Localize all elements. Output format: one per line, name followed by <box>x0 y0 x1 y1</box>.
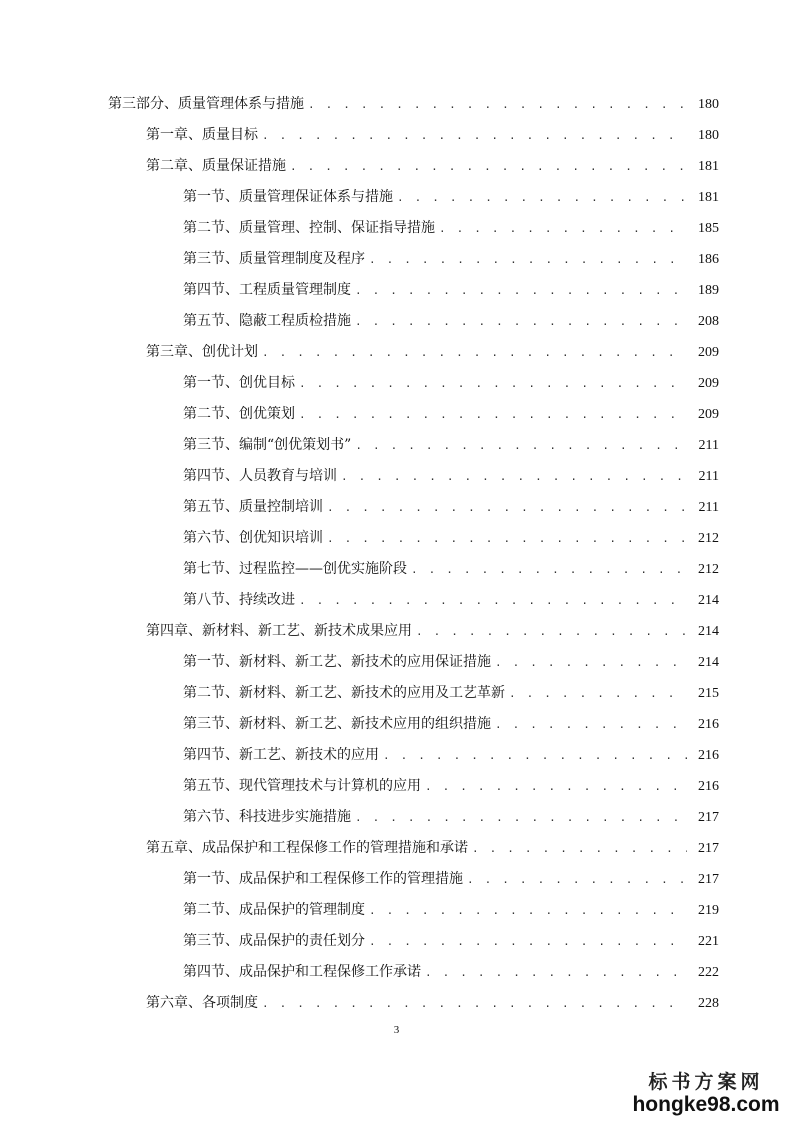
toc-entry-page: 181 <box>698 159 719 174</box>
toc-leader-dots <box>467 864 687 895</box>
toc-entry-title: 第二节、创优策划 <box>183 406 295 422</box>
table-of-contents <box>0 89 793 1019</box>
toc-entry[interactable] <box>146 151 719 182</box>
toc-entry-title: 第五节、隐蔽工程质检措施 <box>183 313 351 329</box>
toc-entry-title: 第一节、新材料、新工艺、新技术的应用保证措施 <box>183 654 491 670</box>
toc-entry[interactable] <box>146 833 719 864</box>
toc-leader-dots <box>411 554 687 585</box>
toc-entry-page: 212 <box>698 531 719 546</box>
toc-entry-page: 211 <box>698 469 719 484</box>
toc-entry-title: 第三节、编制“创优策划书” <box>183 437 352 453</box>
toc-leader-dots <box>439 213 687 244</box>
toc-entry-title: 第一节、成品保护和工程保修工作的管理措施 <box>183 871 463 887</box>
toc-leader-dots <box>369 244 687 275</box>
toc-entry[interactable] <box>183 213 719 244</box>
toc-entry-title: 第八节、持续改进 <box>183 592 295 608</box>
toc-entry-page: 180 <box>698 97 719 112</box>
toc-entry[interactable] <box>183 802 719 833</box>
toc-entry-title: 第六节、科技进步实施措施 <box>183 809 351 825</box>
toc-leader-dots <box>299 399 687 430</box>
toc-entry-page: 216 <box>698 717 719 732</box>
toc-leader-dots <box>262 337 687 368</box>
toc-entry[interactable] <box>183 461 719 492</box>
toc-leader-dots <box>355 802 687 833</box>
toc-entry-title: 第三章、创优计划 <box>146 344 258 360</box>
toc-entry-title: 第四节、工程质量管理制度 <box>183 282 351 298</box>
toc-entry[interactable] <box>183 895 719 926</box>
toc-entry[interactable] <box>183 740 719 771</box>
toc-entry[interactable] <box>183 182 719 213</box>
toc-entry-page: 209 <box>698 376 719 391</box>
watermark-url[interactable]: hongke98.com <box>632 1092 780 1116</box>
toc-entry[interactable] <box>183 523 719 554</box>
toc-entry-title: 第四节、人员教育与培训 <box>183 468 337 484</box>
toc-entry[interactable] <box>183 492 719 523</box>
toc-leader-dots <box>299 368 687 399</box>
toc-entry-title: 第六节、创优知识培训 <box>183 530 323 546</box>
toc-entry-page: 186 <box>698 252 719 267</box>
toc-entry[interactable] <box>183 957 719 988</box>
toc-entry-title: 第四节、新工艺、新技术的应用 <box>183 747 379 763</box>
toc-entry-page: 189 <box>698 283 719 298</box>
watermark-logo[interactable] <box>631 1072 781 1116</box>
toc-entry-page: 222 <box>698 965 719 980</box>
toc-leader-dots <box>308 89 687 120</box>
toc-leader-dots <box>262 120 687 151</box>
toc-entry-title: 第二节、新材料、新工艺、新技术的应用及工艺革新 <box>183 685 505 701</box>
toc-leader-dots <box>425 957 687 988</box>
toc-entry[interactable] <box>183 926 719 957</box>
toc-leader-dots <box>299 585 687 616</box>
toc-entry[interactable] <box>183 647 719 678</box>
toc-entry[interactable] <box>183 399 719 430</box>
toc-entry[interactable] <box>146 120 719 151</box>
toc-entry-page: 185 <box>698 221 719 236</box>
toc-entry[interactable] <box>183 554 719 585</box>
toc-entry-page: 180 <box>698 128 719 143</box>
toc-entry-title: 第一节、创优目标 <box>183 375 295 391</box>
toc-leader-dots <box>355 430 687 461</box>
toc-entry-title: 第四节、成品保护和工程保修工作承诺 <box>183 964 421 980</box>
toc-entry-page: 215 <box>698 686 719 701</box>
toc-entry-page: 219 <box>698 903 719 918</box>
toc-entry[interactable] <box>183 678 719 709</box>
toc-leader-dots <box>369 926 687 957</box>
toc-entry[interactable] <box>183 306 719 337</box>
toc-leader-dots <box>472 833 687 864</box>
toc-entry[interactable] <box>183 864 719 895</box>
toc-leader-dots <box>369 895 687 926</box>
toc-leader-dots <box>290 151 687 182</box>
toc-entry-title: 第六章、各项制度 <box>146 995 258 1011</box>
toc-entry-title: 第五章、成品保护和工程保修工作的管理措施和承诺 <box>146 840 468 856</box>
toc-entry-page: 214 <box>698 655 719 670</box>
toc-entry-page: 212 <box>698 562 719 577</box>
toc-entry-page: 217 <box>698 841 719 856</box>
page-number: 3 <box>393 1024 400 1036</box>
toc-leader-dots <box>355 306 687 337</box>
toc-entry[interactable] <box>108 89 719 120</box>
toc-leader-dots <box>495 709 687 740</box>
toc-entry-page: 211 <box>698 500 719 515</box>
toc-entry-title: 第三节、质量管理制度及程序 <box>183 251 365 267</box>
toc-entry-title: 第一节、质量管理保证体系与措施 <box>183 189 393 205</box>
toc-entry-title: 第二节、质量管理、控制、保证指导措施 <box>183 220 435 236</box>
toc-entry-page: 214 <box>698 593 719 608</box>
toc-entry-page: 221 <box>698 934 719 949</box>
watermark-name: 标书方案网 <box>648 1071 764 1094</box>
toc-entry-page: 211 <box>698 438 719 453</box>
toc-leader-dots <box>327 492 687 523</box>
toc-entry-page: 209 <box>698 345 719 360</box>
toc-entry-title: 第二章、质量保证措施 <box>146 158 286 174</box>
toc-entry-page: 181 <box>698 190 719 205</box>
toc-entry[interactable] <box>146 337 719 368</box>
toc-entry-page: 217 <box>698 872 719 887</box>
toc-entry-title: 第三部分、质量管理体系与措施 <box>108 96 304 112</box>
toc-leader-dots <box>327 523 687 554</box>
toc-entry-title: 第七节、过程监控——创优实施阶段 <box>183 561 407 577</box>
toc-entry-title: 第二节、成品保护的管理制度 <box>183 902 365 918</box>
toc-leader-dots <box>341 461 687 492</box>
toc-leader-dots <box>425 771 687 802</box>
toc-entry[interactable] <box>183 275 719 306</box>
toc-entry-title: 第五节、现代管理技术与计算机的应用 <box>183 778 421 794</box>
toc-entry-page: 216 <box>698 779 719 794</box>
toc-leader-dots <box>383 740 687 771</box>
toc-entry-page: 214 <box>698 624 719 639</box>
toc-entry[interactable] <box>146 616 719 647</box>
toc-entry-page: 208 <box>698 314 719 329</box>
toc-leader-dots <box>262 988 687 1019</box>
toc-leader-dots <box>416 616 687 647</box>
toc-entry[interactable] <box>183 430 719 461</box>
toc-entry-title: 第三节、新材料、新工艺、新技术应用的组织措施 <box>183 716 491 732</box>
toc-entry[interactable] <box>146 988 719 1019</box>
toc-entry[interactable] <box>183 771 719 802</box>
toc-entry-page: 228 <box>698 996 719 1011</box>
toc-entry-title: 第四章、新材料、新工艺、新技术成果应用 <box>146 623 412 639</box>
toc-entry[interactable] <box>183 585 719 616</box>
toc-entry[interactable] <box>183 368 719 399</box>
toc-leader-dots <box>397 182 687 213</box>
toc-entry[interactable] <box>183 709 719 740</box>
toc-entry-page: 216 <box>698 748 719 763</box>
toc-leader-dots <box>509 678 687 709</box>
toc-entry-title: 第五节、质量控制培训 <box>183 499 323 515</box>
toc-entry[interactable] <box>183 244 719 275</box>
toc-entry-page: 217 <box>698 810 719 825</box>
toc-entry-title: 第一章、质量目标 <box>146 127 258 143</box>
toc-leader-dots <box>495 647 687 678</box>
toc-entry-page: 209 <box>698 407 719 422</box>
toc-leader-dots <box>355 275 687 306</box>
toc-entry-title: 第三节、成品保护的责任划分 <box>183 933 365 949</box>
